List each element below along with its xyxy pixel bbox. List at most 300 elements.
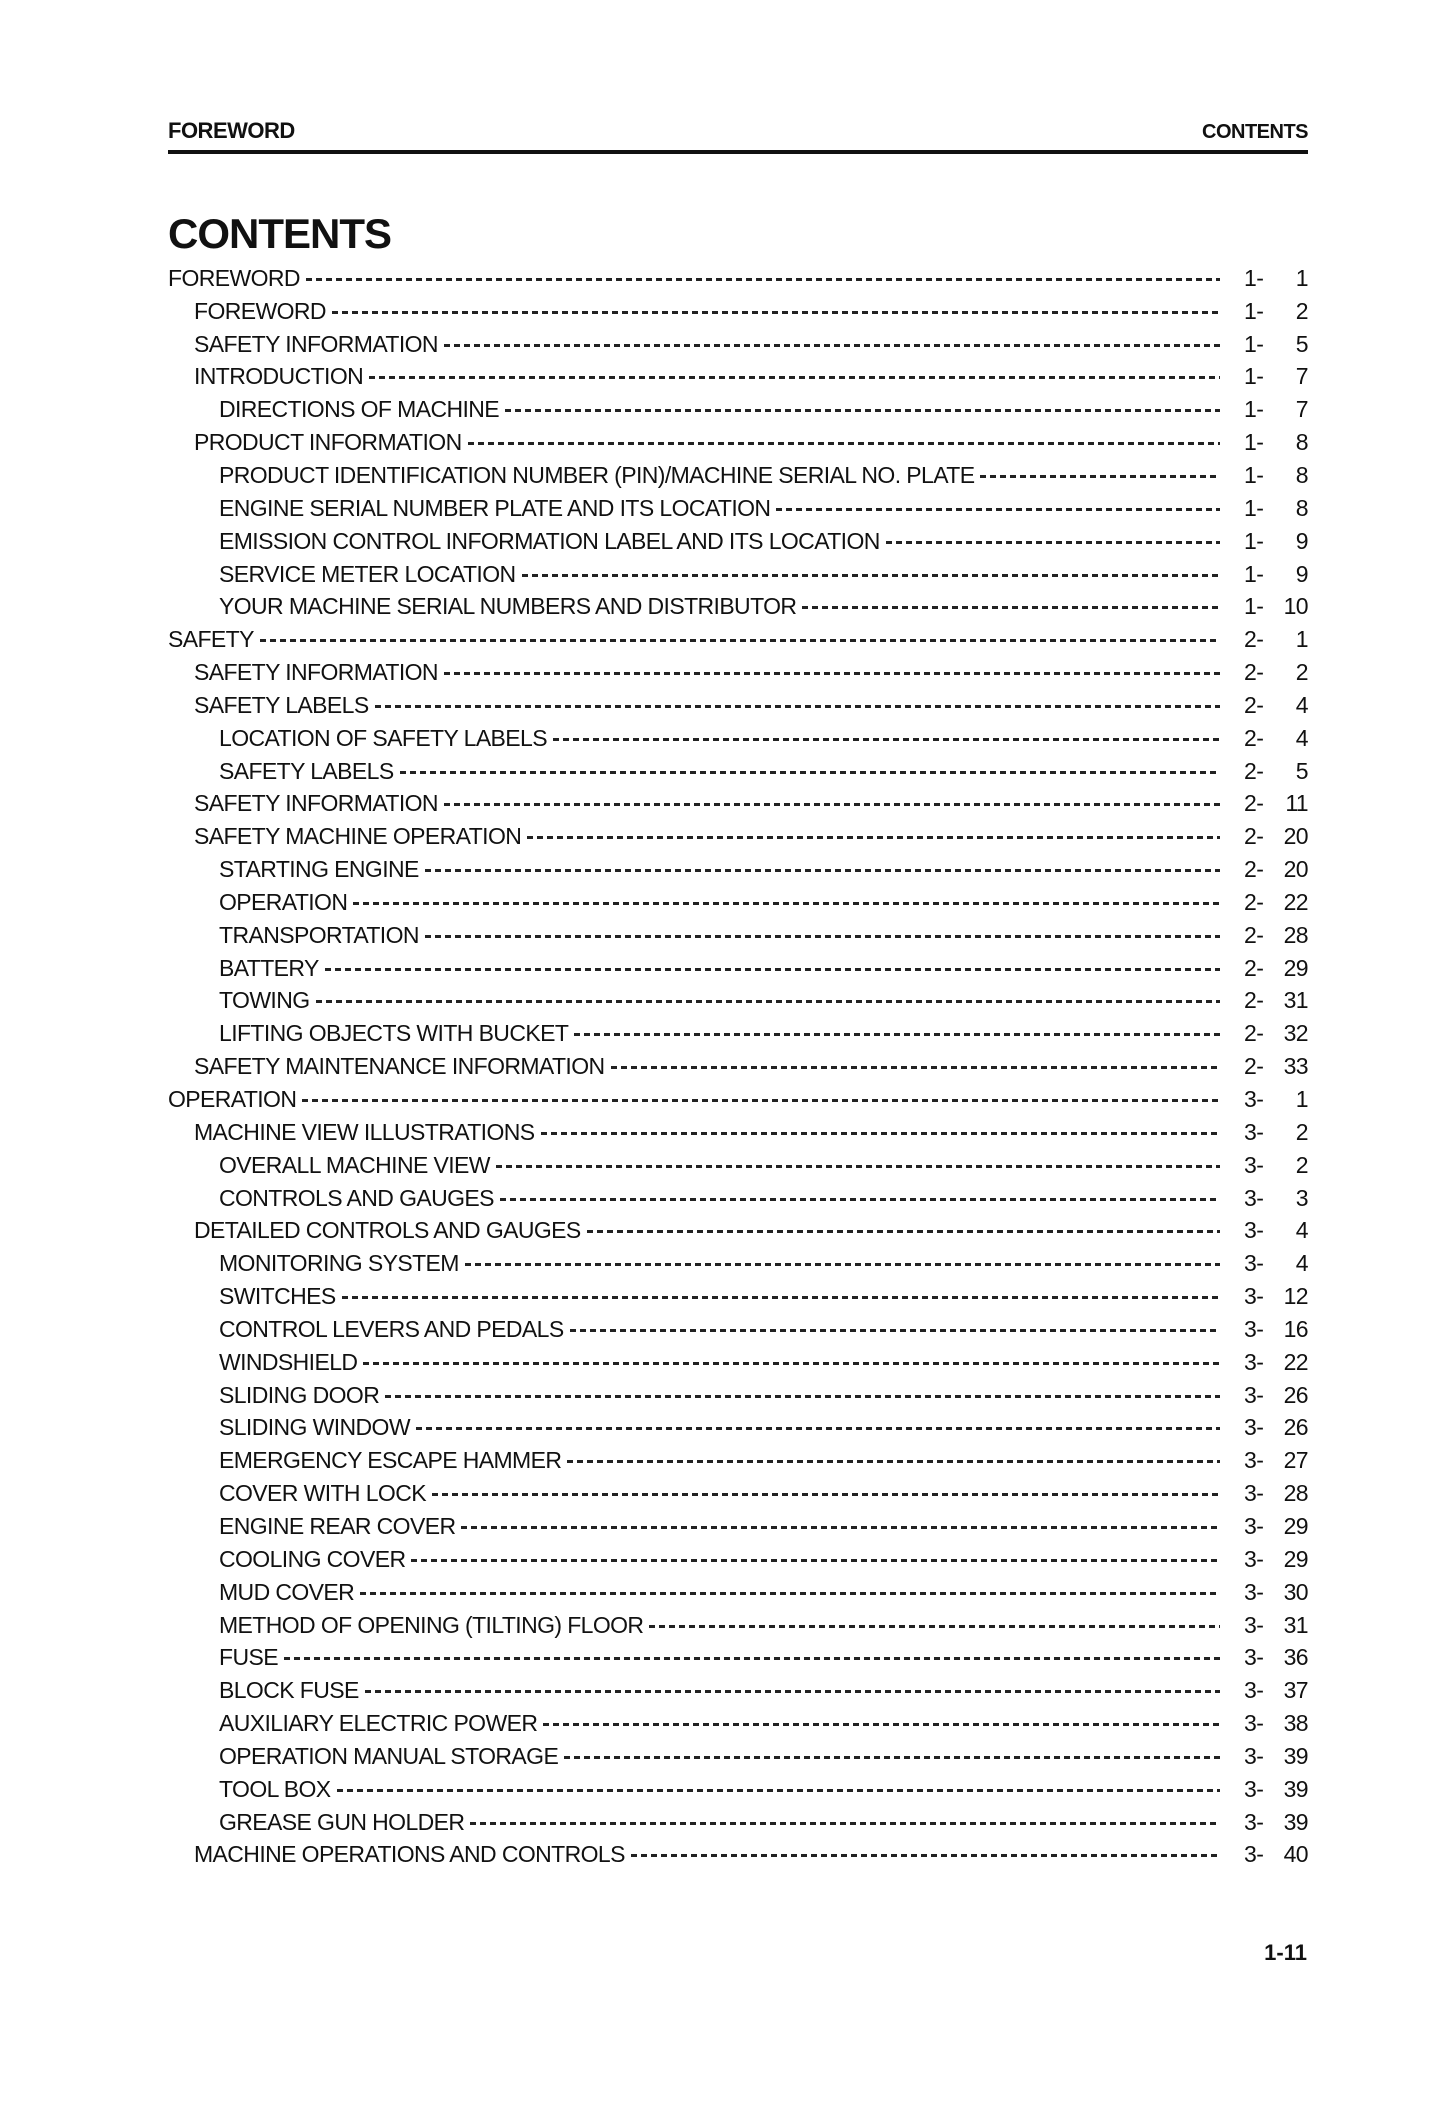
toc-entry-chapter: 1- (1244, 396, 1264, 423)
toc-entry-label: CONTROLS AND GAUGES (219, 1184, 494, 1211)
toc-entry-page (1244, 1447, 1308, 1474)
toc-entry-label: FUSE (219, 1644, 278, 1671)
toc-entry-chapter: 3- (1244, 1480, 1264, 1507)
page-header (168, 108, 1308, 154)
toc-entry-page-number: 1 (1295, 1086, 1308, 1113)
toc-entry-page-number: 31 (1283, 1611, 1308, 1638)
toc-entry-chapter: 3- (1244, 1118, 1264, 1145)
toc-entry[interactable] (168, 1477, 1308, 1510)
toc-entry-page-number: 28 (1283, 1480, 1308, 1507)
page-title: CONTENTS (168, 210, 391, 257)
toc-entry-chapter: 3- (1244, 1447, 1264, 1474)
toc-entry-page (1244, 265, 1308, 292)
toc-entry-chapter: 2- (1244, 659, 1264, 686)
toc-entry-label: SAFETY (168, 626, 254, 653)
toc-entry-page-number: 4 (1295, 724, 1308, 751)
toc-entry-label: SAFETY INFORMATION (194, 330, 438, 357)
toc-entry-label: FOREWORD (168, 264, 300, 291)
toc-entry-page (1244, 1480, 1308, 1507)
toc-entry-page (1244, 1086, 1308, 1113)
toc-entry-chapter: 3- (1244, 1348, 1264, 1375)
toc-leader-dashes (306, 278, 1220, 281)
toc-entry-chapter: 2- (1244, 888, 1264, 915)
toc-entry-page-number: 20 (1283, 823, 1308, 850)
toc-entry[interactable] (168, 1773, 1308, 1806)
toc-entry-chapter: 2- (1244, 856, 1264, 883)
toc-entry[interactable] (168, 1740, 1308, 1773)
toc-leader-dashes (570, 1329, 1220, 1332)
toc-entry-page-number: 8 (1295, 429, 1308, 456)
toc-entry-label: TOOL BOX (219, 1775, 331, 1802)
page-number: 1-11 (1264, 1940, 1307, 1965)
toc-entry[interactable] (168, 1412, 1308, 1445)
toc-entry-label: INTRODUCTION (194, 363, 364, 390)
toc-entry[interactable] (168, 393, 1308, 426)
toc-entry-page-number: 10 (1283, 593, 1308, 620)
toc-entry-chapter: 1- (1244, 560, 1264, 587)
toc-entry[interactable] (168, 952, 1308, 985)
toc-entry-page-number: 1 (1295, 626, 1308, 653)
toc-leader-dashes (444, 672, 1220, 675)
toc-entry-chapter: 3- (1244, 1151, 1264, 1178)
toc-leader-dashes (776, 508, 1220, 511)
toc-leader-dashes (375, 705, 1220, 708)
toc-leader-dashes (425, 869, 1220, 872)
toc-entry-chapter: 3- (1244, 1677, 1264, 1704)
toc-entry-page (1244, 429, 1308, 456)
toc-leader-dashes (363, 1362, 1220, 1365)
toc-entry[interactable] (168, 1576, 1308, 1609)
toc-entry-page-number: 22 (1283, 888, 1308, 915)
toc-leader-dashes (461, 1526, 1220, 1529)
toc-entry[interactable] (168, 1182, 1308, 1215)
toc-entry-page (1244, 561, 1308, 588)
toc-entry-page (1244, 922, 1308, 949)
header-section-title: FOREWORD (168, 118, 295, 143)
toc-entry-chapter: 1- (1244, 429, 1264, 456)
toc-entry-label: MONITORING SYSTEM (219, 1250, 459, 1277)
toc-entry[interactable] (168, 1083, 1308, 1116)
toc-entry-page-number: 36 (1283, 1644, 1308, 1671)
toc-entry-chapter: 1- (1244, 264, 1264, 291)
toc-entry-chapter: 2- (1244, 987, 1264, 1014)
toc-entry[interactable] (168, 1674, 1308, 1707)
toc-entry-label: TRANSPORTATION (219, 921, 419, 948)
toc-entry-chapter: 2- (1244, 954, 1264, 981)
toc-entry-label: ENGINE REAR COVER (219, 1512, 456, 1539)
toc-entry-chapter: 1- (1244, 593, 1264, 620)
toc-entry-page (1244, 1776, 1308, 1803)
toc-entry[interactable] (168, 295, 1308, 328)
toc-entry[interactable] (168, 492, 1308, 525)
toc-entry-page-number: 8 (1295, 461, 1308, 488)
toc-entry[interactable] (168, 656, 1308, 689)
toc-entry-page-number: 5 (1295, 330, 1308, 357)
toc-entry-page-number: 29 (1283, 954, 1308, 981)
toc-entry-chapter: 1- (1244, 461, 1264, 488)
toc-entry[interactable] (168, 1543, 1308, 1576)
toc-entry-page (1244, 758, 1308, 785)
toc-entry[interactable] (168, 1214, 1308, 1247)
toc-leader-dashes (444, 344, 1220, 347)
toc-entry[interactable] (168, 722, 1308, 755)
toc-entry[interactable] (168, 1609, 1308, 1642)
toc-entry[interactable] (168, 1346, 1308, 1379)
toc-leader-dashes (611, 1066, 1220, 1069)
toc-entry-label: COVER WITH LOCK (219, 1480, 426, 1507)
toc-entry-page-number: 33 (1283, 1053, 1308, 1080)
toc-leader-dashes (332, 311, 1220, 314)
toc-entry-page-number: 28 (1283, 921, 1308, 948)
toc-leader-dashes (342, 1296, 1220, 1299)
toc-entry-chapter: 3- (1244, 1710, 1264, 1737)
toc-entry[interactable] (168, 919, 1308, 952)
toc-entry-label: GREASE GUN HOLDER (219, 1808, 465, 1835)
toc-leader-dashes (500, 1198, 1220, 1201)
toc-entry-page (1244, 1316, 1308, 1343)
toc-entry-label: YOUR MACHINE SERIAL NUMBERS AND DISTRIBUTOR (219, 593, 797, 620)
toc-entry-page-number: 8 (1295, 494, 1308, 521)
toc-leader-dashes (465, 1263, 1220, 1266)
toc-entry-chapter: 1- (1244, 363, 1264, 390)
toc-entry-page-number: 2 (1295, 1118, 1308, 1145)
toc-entry-page (1244, 1185, 1308, 1212)
toc-entry-page-number: 40 (1283, 1841, 1308, 1868)
toc-leader-dashes (802, 606, 1220, 609)
toc-entry-page (1244, 1053, 1308, 1080)
toc-leader-dashes (631, 1854, 1220, 1857)
toc-entry-label: STARTING ENGINE (219, 856, 419, 883)
toc-entry-chapter: 3- (1244, 1742, 1264, 1769)
toc-leader-dashes (400, 771, 1220, 774)
toc-entry-chapter: 2- (1244, 790, 1264, 817)
toc-entry-page-number: 2 (1295, 297, 1308, 324)
toc-entry-label: SLIDING DOOR (219, 1381, 380, 1408)
toc-entry-label: SAFETY LABELS (219, 757, 394, 784)
toc-entry-chapter: 3- (1244, 1283, 1264, 1310)
toc-entry-chapter: 3- (1244, 1381, 1264, 1408)
toc-entry-label: EMERGENCY ESCAPE HAMMER (219, 1447, 562, 1474)
toc-leader-dashes (564, 1756, 1220, 1759)
toc-entry-label: FOREWORD (194, 297, 326, 324)
toc-entry-chapter: 1- (1244, 527, 1264, 554)
toc-leader-dashes (567, 1460, 1220, 1463)
toc-entry-page-number: 39 (1283, 1742, 1308, 1769)
toc-entry-chapter: 3- (1244, 1611, 1264, 1638)
toc-entry-label: ENGINE SERIAL NUMBER PLATE AND ITS LOCATION (219, 494, 771, 521)
toc-entry-page-number: 39 (1283, 1808, 1308, 1835)
toc-entry-label: OVERALL MACHINE VIEW (219, 1151, 490, 1178)
toc-entry-page (1244, 331, 1308, 358)
toc-leader-dashes (553, 738, 1220, 741)
toc-entry-page (1244, 298, 1308, 325)
toc-entry-label: LOCATION OF SAFETY LABELS (219, 724, 547, 751)
toc-entry[interactable] (168, 1247, 1308, 1280)
toc-entry-chapter: 3- (1244, 1184, 1264, 1211)
header-chapter-title: CONTENTS (1202, 121, 1308, 143)
toc-entry-page (1244, 1809, 1308, 1836)
toc-leader-dashes (574, 1033, 1220, 1036)
toc-entry[interactable] (168, 820, 1308, 853)
toc-entry-page-number: 7 (1295, 363, 1308, 390)
toc-entry-page-number: 20 (1283, 856, 1308, 883)
toc-entry[interactable] (168, 459, 1308, 492)
toc-entry-label: SWITCHES (219, 1283, 336, 1310)
toc-entry-chapter: 3- (1244, 1315, 1264, 1342)
toc-leader-dashes (505, 409, 1220, 412)
toc-entry-chapter: 2- (1244, 724, 1264, 751)
toc-entry-label: SAFETY MACHINE OPERATION (194, 823, 522, 850)
toc-entry-label: SAFETY INFORMATION (194, 659, 438, 686)
toc-entry-page (1244, 1217, 1308, 1244)
toc-entry[interactable] (168, 590, 1308, 623)
toc-entry-page (1244, 1349, 1308, 1376)
toc-entry-chapter: 1- (1244, 297, 1264, 324)
toc-entry[interactable] (168, 1116, 1308, 1149)
toc-leader-dashes (385, 1395, 1220, 1398)
toc-entry-page (1244, 659, 1308, 686)
toc-leader-dashes (337, 1789, 1220, 1792)
toc-entry-label: SAFETY INFORMATION (194, 790, 438, 817)
toc-entry-page-number: 4 (1295, 1250, 1308, 1277)
toc-entry-page (1244, 823, 1308, 850)
toc-entry-page (1244, 1513, 1308, 1540)
toc-entry-page (1244, 692, 1308, 719)
toc-entry-page (1244, 1546, 1308, 1573)
toc-entry[interactable] (168, 1050, 1308, 1083)
toc-entry[interactable] (168, 1806, 1308, 1839)
toc-leader-dashes (468, 442, 1220, 445)
toc-entry[interactable] (168, 558, 1308, 591)
toc-entry[interactable] (168, 262, 1308, 295)
toc-entry-page-number: 4 (1295, 691, 1308, 718)
toc-entry[interactable] (168, 426, 1308, 459)
toc-leader-dashes (260, 639, 1220, 642)
toc-leader-dashes (496, 1165, 1220, 1168)
toc-entry-label: SAFETY MAINTENANCE INFORMATION (194, 1053, 605, 1080)
toc-entry-page-number: 22 (1283, 1348, 1308, 1375)
toc-leader-dashes (353, 902, 1220, 905)
toc-entry-page-number: 9 (1295, 527, 1308, 554)
toc-entry-page (1244, 593, 1308, 620)
toc-entry-label: OPERATION (168, 1086, 297, 1113)
toc-entry[interactable] (168, 525, 1308, 558)
toc-entry[interactable] (168, 328, 1308, 361)
toc-leader-dashes (444, 803, 1220, 806)
toc-entry-page (1244, 1710, 1308, 1737)
toc-entry-page-number: 39 (1283, 1775, 1308, 1802)
toc-entry[interactable] (168, 788, 1308, 821)
toc-entry-label: OPERATION (219, 888, 348, 915)
toc-leader-dashes (649, 1625, 1220, 1628)
toc-entry-page-number: 7 (1295, 396, 1308, 423)
toc-entry-label: AUXILIARY ELECTRIC POWER (219, 1710, 538, 1737)
toc-leader-dashes (425, 935, 1220, 938)
toc-entry-page (1244, 1644, 1308, 1671)
toc-entry-label: SLIDING WINDOW (219, 1414, 410, 1441)
toc-entry-label: TOWING (219, 987, 310, 1014)
toc-entry[interactable] (168, 1641, 1308, 1674)
toc-entry[interactable] (168, 1379, 1308, 1412)
toc-entry-page (1244, 1414, 1308, 1441)
toc-entry-page-number: 32 (1283, 1020, 1308, 1047)
toc-entry-page (1244, 363, 1308, 390)
toc-entry[interactable] (168, 1313, 1308, 1346)
toc-leader-dashes (325, 968, 1220, 971)
toc-entry-page-number: 31 (1283, 987, 1308, 1014)
toc-entry-page (1244, 725, 1308, 752)
table-of-contents (168, 262, 1308, 1871)
toc-leader-dashes (416, 1427, 1220, 1430)
toc-entry-page-number: 11 (1285, 790, 1308, 817)
toc-leader-dashes (284, 1657, 1220, 1660)
toc-entry-page-number: 3 (1295, 1184, 1308, 1211)
toc-entry-chapter: 2- (1244, 1053, 1264, 1080)
toc-entry-page (1244, 955, 1308, 982)
toc-entry-page (1244, 495, 1308, 522)
toc-entry-page (1244, 856, 1308, 883)
toc-entry-label: CONTROL LEVERS AND PEDALS (219, 1315, 564, 1342)
toc-entry-label: MACHINE OPERATIONS AND CONTROLS (194, 1841, 625, 1868)
toc-entry-chapter: 3- (1244, 1808, 1264, 1835)
toc-entry-chapter: 2- (1244, 823, 1264, 850)
toc-entry-label: OPERATION MANUAL STORAGE (219, 1742, 559, 1769)
toc-entry-chapter: 2- (1244, 626, 1264, 653)
toc-entry-page (1244, 462, 1308, 489)
toc-entry-chapter: 3- (1244, 1512, 1264, 1539)
toc-entry-label: SERVICE METER LOCATION (219, 560, 516, 587)
toc-entry-page (1244, 987, 1308, 1014)
toc-entry-page (1244, 1283, 1308, 1310)
toc-entry-page-number: 37 (1283, 1677, 1308, 1704)
toc-entry-page (1244, 1119, 1308, 1146)
toc-entry-page (1244, 1743, 1308, 1770)
toc-entry-chapter: 3- (1244, 1644, 1264, 1671)
toc-entry-page (1244, 1579, 1308, 1606)
toc-entry-label: DIRECTIONS OF MACHINE (219, 396, 500, 423)
toc-entry-page-number: 29 (1283, 1545, 1308, 1572)
toc-entry-chapter: 3- (1244, 1545, 1264, 1572)
toc-entry-page-number: 16 (1283, 1315, 1308, 1342)
toc-entry-label: PRODUCT INFORMATION (194, 429, 462, 456)
toc-entry-page (1244, 528, 1308, 555)
toc-entry-page-number: 38 (1283, 1710, 1308, 1737)
toc-entry-chapter: 3- (1244, 1250, 1264, 1277)
toc-entry-label: PRODUCT IDENTIFICATION NUMBER (PIN)/MACHINE SERIAL NO. PLATE (219, 461, 975, 488)
toc-entry-page-number: 30 (1283, 1578, 1308, 1605)
toc-entry-label: SAFETY LABELS (194, 691, 369, 718)
toc-entry[interactable] (168, 1839, 1308, 1872)
toc-entry-label: WINDSHIELD (219, 1348, 358, 1375)
toc-entry[interactable] (168, 1149, 1308, 1182)
toc-entry[interactable] (168, 755, 1308, 788)
toc-entry-chapter: 3- (1244, 1217, 1264, 1244)
toc-leader-dashes (587, 1230, 1220, 1233)
toc-leader-dashes (360, 1592, 1220, 1595)
toc-entry-chapter: 3- (1244, 1086, 1264, 1113)
toc-entry[interactable] (168, 623, 1308, 656)
toc-entry-page-number: 5 (1295, 757, 1308, 784)
toc-leader-dashes (365, 1690, 1220, 1693)
toc-entry-page (1244, 790, 1308, 817)
toc-entry[interactable] (168, 1280, 1308, 1313)
toc-leader-dashes (980, 475, 1220, 478)
toc-entry-page (1244, 1677, 1308, 1704)
toc-leader-dashes (369, 376, 1220, 379)
toc-entry-page (1244, 1250, 1308, 1277)
toc-leader-dashes (541, 1132, 1220, 1135)
toc-entry-page (1244, 889, 1308, 916)
toc-entry-page (1244, 1612, 1308, 1639)
toc-entry-label: MACHINE VIEW ILLUSTRATIONS (194, 1118, 535, 1145)
toc-leader-dashes (886, 541, 1220, 544)
toc-leader-dashes (470, 1822, 1220, 1825)
toc-entry[interactable] (168, 886, 1308, 919)
toc-entry[interactable] (168, 1444, 1308, 1477)
toc-entry-page-number: 9 (1295, 560, 1308, 587)
toc-entry-page-number: 26 (1283, 1381, 1308, 1408)
toc-entry-chapter: 1- (1244, 330, 1264, 357)
toc-entry-page (1244, 626, 1308, 653)
toc-leader-dashes (527, 836, 1220, 839)
toc-leader-dashes (432, 1493, 1220, 1496)
toc-entry-page-number: 2 (1295, 659, 1308, 686)
toc-entry-page (1244, 1382, 1308, 1409)
toc-entry[interactable] (168, 1707, 1308, 1740)
toc-entry-label: EMISSION CONTROL INFORMATION LABEL AND ITS LOCATION (219, 527, 880, 554)
toc-entry-page-number: 12 (1283, 1283, 1308, 1310)
toc-entry-chapter: 1- (1244, 494, 1264, 521)
toc-entry-page-number: 26 (1283, 1414, 1308, 1441)
toc-leader-dashes (543, 1723, 1220, 1726)
toc-entry-page (1244, 1020, 1308, 1047)
toc-entry-chapter: 3- (1244, 1578, 1264, 1605)
toc-entry-page-number: 27 (1283, 1447, 1308, 1474)
toc-entry[interactable] (168, 1510, 1308, 1543)
toc-entry[interactable] (168, 1017, 1308, 1050)
toc-entry-page-number: 4 (1295, 1217, 1308, 1244)
toc-entry-label: BLOCK FUSE (219, 1677, 359, 1704)
toc-entry-label: LIFTING OBJECTS WITH BUCKET (219, 1020, 569, 1047)
toc-entry-page-number: 1 (1295, 264, 1308, 291)
toc-leader-dashes (316, 1000, 1220, 1003)
toc-entry[interactable] (168, 689, 1308, 722)
toc-entry-label: DETAILED CONTROLS AND GAUGES (194, 1217, 581, 1244)
toc-leader-dashes (302, 1099, 1220, 1102)
toc-entry-chapter: 2- (1244, 757, 1264, 784)
toc-entry[interactable] (168, 853, 1308, 886)
toc-entry-page (1244, 1152, 1308, 1179)
toc-entry-page (1244, 1841, 1308, 1868)
toc-entry-page-number: 2 (1295, 1151, 1308, 1178)
toc-entry-page (1244, 396, 1308, 423)
toc-entry-page-number: 29 (1283, 1512, 1308, 1539)
toc-entry-label: MUD COVER (219, 1578, 355, 1605)
toc-entry-label: METHOD OF OPENING (TILTING) FLOOR (219, 1611, 644, 1638)
toc-entry-chapter: 3- (1244, 1414, 1264, 1441)
toc-leader-dashes (411, 1559, 1220, 1562)
toc-entry-chapter: 2- (1244, 921, 1264, 948)
toc-entry[interactable] (168, 361, 1308, 394)
toc-entry-chapter: 3- (1244, 1841, 1264, 1868)
toc-entry-chapter: 2- (1244, 1020, 1264, 1047)
toc-entry[interactable] (168, 985, 1308, 1018)
toc-entry-label: BATTERY (219, 954, 319, 981)
toc-entry-chapter: 2- (1244, 691, 1264, 718)
toc-entry-label: COOLING COVER (219, 1545, 406, 1572)
toc-entry-chapter: 3- (1244, 1775, 1264, 1802)
toc-leader-dashes (522, 574, 1220, 577)
